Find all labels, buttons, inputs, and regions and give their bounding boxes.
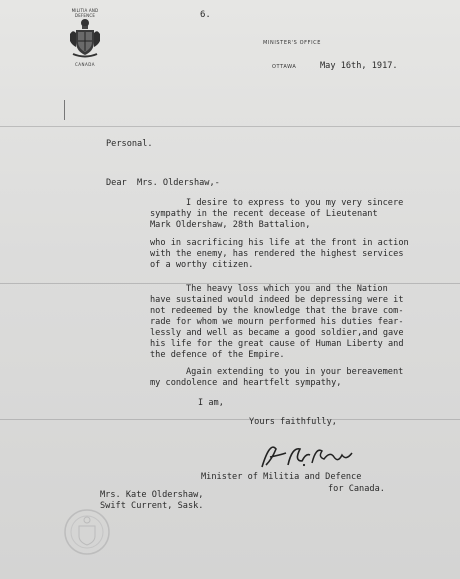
body-line: his life for the great cause of Human Liberty and	[150, 339, 404, 349]
body-line: have sustained would indeed be depressing were it	[150, 295, 404, 305]
body-line: who in sacrificing his life at the front in action	[150, 238, 409, 248]
addressee-name: Mrs. Kate Oldershaw,	[100, 490, 204, 500]
coat-of-arms-icon	[69, 17, 101, 59]
body-line: my condolence and heartfelt sympathy,	[150, 378, 342, 388]
i-am: I am,	[198, 398, 224, 408]
body-line: the defence of the Empire.	[150, 350, 285, 360]
body-line: not redeemed by the knowledge that the brave com-	[150, 306, 404, 316]
city-label: OTTAWA	[272, 64, 297, 70]
personal-marking: Personal.	[106, 139, 153, 149]
embossed-seal	[62, 506, 112, 558]
office-label: MINISTER'S OFFICE	[263, 40, 322, 46]
body-line: Mark Oldershaw, 28th Battalion,	[150, 220, 311, 230]
coat-of-arms	[60, 8, 110, 70]
body-line: of a worthy citizen.	[150, 260, 254, 270]
body-line: lessly and well as became a good soldier,and gave	[150, 328, 404, 338]
body-line: rade for whom we mourn performed his duties fear-	[150, 317, 404, 327]
crease-mark	[64, 100, 65, 120]
addressee-address: Swift Current, Sask.	[100, 501, 204, 511]
fold-line	[0, 419, 460, 420]
page-number: 6.	[200, 10, 211, 20]
salutation: Dear Mrs. Oldershaw,-	[106, 178, 220, 188]
body-line: sympathy in the recent decease of Lieutenant	[150, 209, 378, 219]
closing: Yours faithfully,	[249, 417, 337, 427]
letter-date: May 16th, 1917.	[320, 61, 398, 71]
body-line: Again extending to you in your bereavement	[186, 367, 404, 377]
signatory-title-country: for Canada.	[328, 484, 385, 494]
fold-line	[0, 126, 460, 127]
body-line: The heavy loss which you and the Nation	[186, 284, 388, 294]
signature	[258, 437, 368, 477]
signatory-title: Minister of Militia and Defence	[201, 472, 362, 482]
crest-country: CANADA	[74, 62, 95, 67]
body-line: I desire to express to you my very sincere	[186, 198, 404, 208]
body-line: with the enemy, has rendered the highest services	[150, 249, 404, 259]
crest-arc-text: MILITIA AND DEFENCE	[71, 8, 99, 18]
